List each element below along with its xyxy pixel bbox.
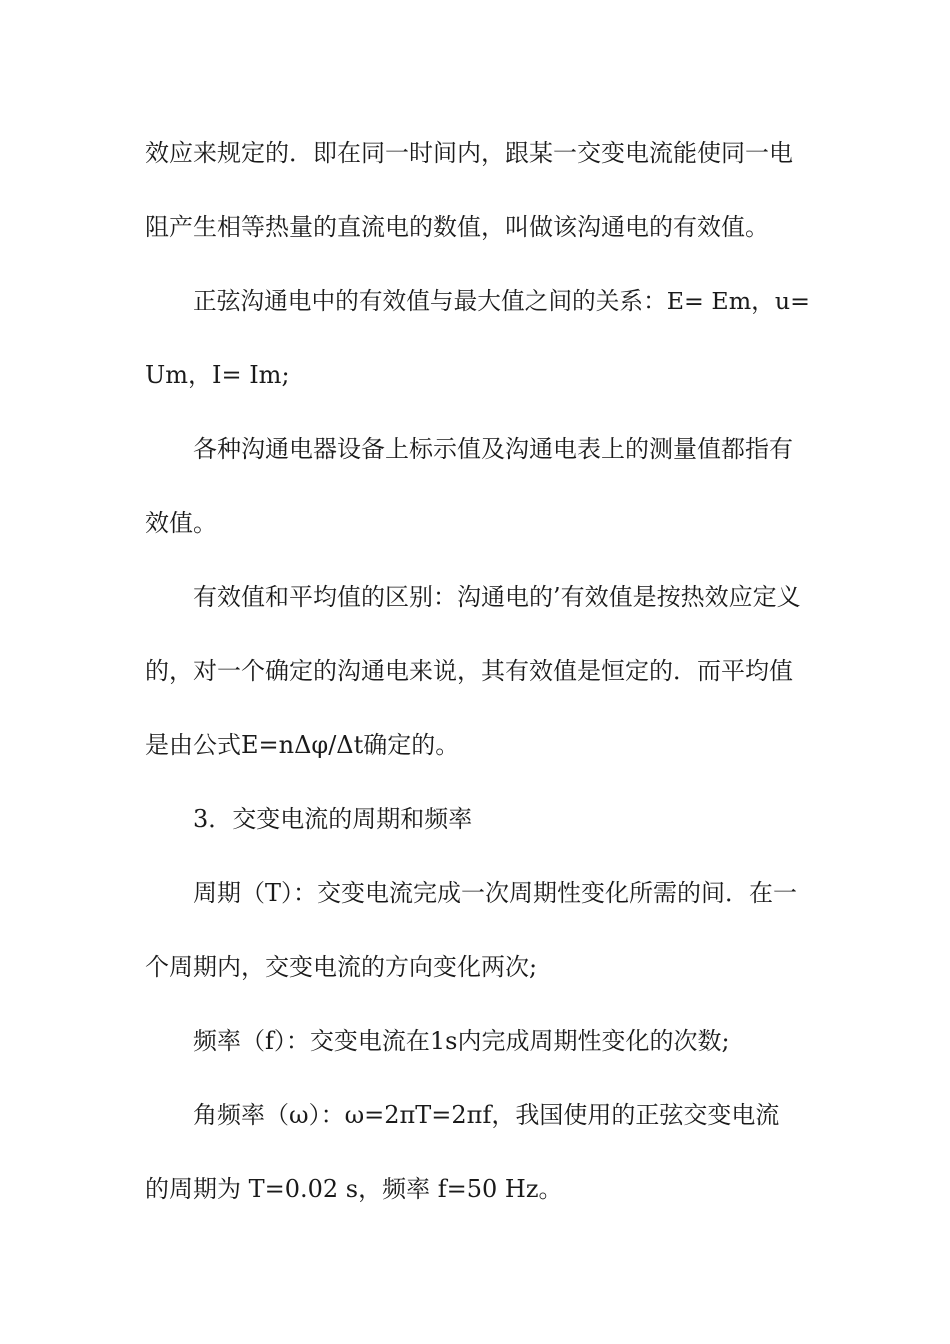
text-line: 阻产生相等热量的直流电的数值，叫做该沟通电的有效值。 bbox=[145, 213, 769, 241]
paragraph-start-line: 各种沟通电器设备上标示值及沟通电表上的测量值都指有 bbox=[193, 435, 793, 463]
paragraph-start-line: 频率（f）：交变电流在1s内完成周期性变化的次数; bbox=[193, 1027, 730, 1055]
text-line: 是由公式E=nΔφ/Δt确定的。 bbox=[145, 731, 460, 759]
text-line: 效值。 bbox=[145, 509, 217, 537]
section-heading: 3．交变电流的周期和频率 bbox=[193, 805, 473, 833]
paragraph-start-line: 有效值和平均值的区别：沟通电的’有效值是按热效应定义 bbox=[193, 583, 801, 611]
text-line: 的周期为 T=0.02 s，频率 f=50 Hz。 bbox=[145, 1175, 563, 1203]
text-line: 的，对一个确定的沟通电来说，其有效值是恒定的．而平均值 bbox=[145, 657, 793, 685]
text-line: Um，I= Im; bbox=[145, 361, 290, 389]
paragraph-start-line: 角频率（ω）：ω=2πT=2πf，我国使用的正弦交变电流 bbox=[193, 1101, 780, 1129]
text-line: 个周期内，交变电流的方向变化两次; bbox=[145, 953, 538, 981]
paragraph-start-line: 周期（T）：交变电流完成一次周期性变化所需的间．在一 bbox=[193, 879, 798, 907]
text-line: 效应来规定的．即在同一时间内，跟某一交变电流能使同一电 bbox=[145, 139, 793, 167]
paragraph-start-line: 正弦沟通电中的有效值与最大值之间的关系：E= Em，u= bbox=[193, 287, 810, 315]
